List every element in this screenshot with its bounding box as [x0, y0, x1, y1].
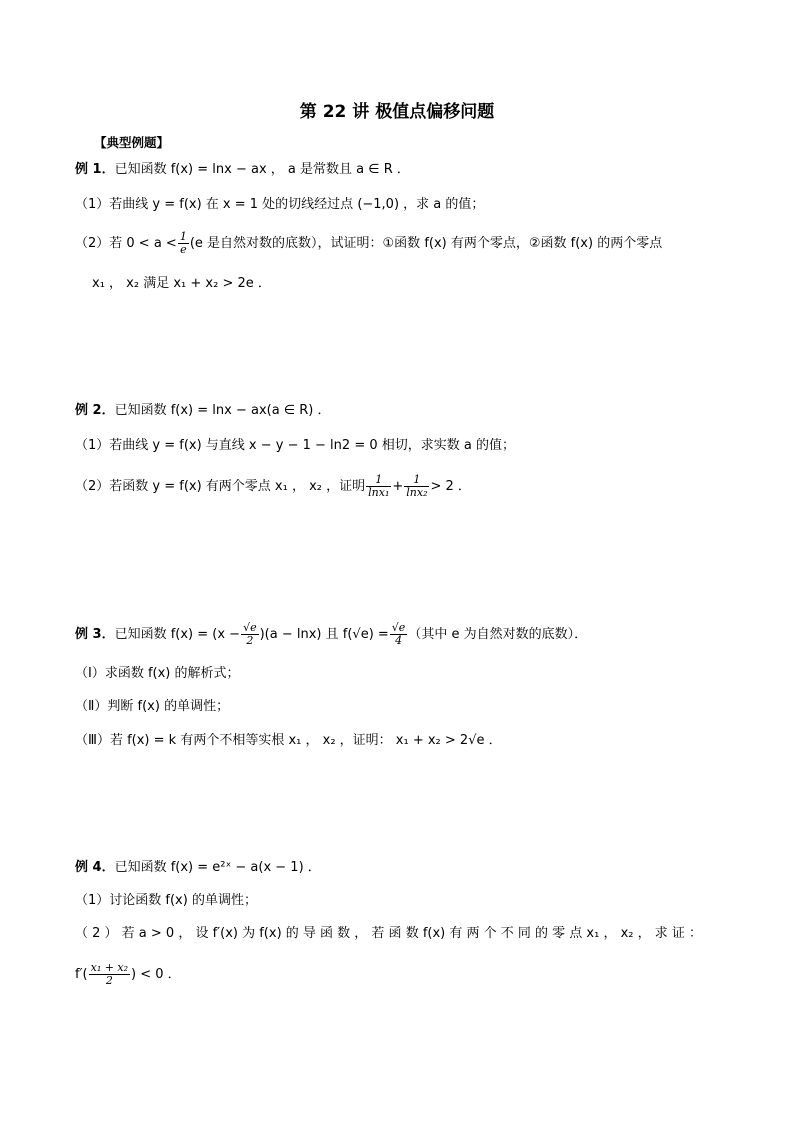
ex2-plus: +	[392, 479, 404, 494]
ex3-part3: （Ⅲ）若 f(x) = k 有两个不相等实根 x₁ ， x₂ ，证明： x₁ + x₂ > 2√e ．	[75, 733, 502, 748]
ex3-label: 例 3．	[75, 627, 115, 642]
ex1-line1	[75, 160, 410, 180]
ex4-conclusion-end: ) < 0 ．	[131, 967, 181, 982]
ex4-part2-cont	[75, 962, 181, 987]
ex3-line1	[75, 622, 587, 647]
ex2-label: 例 2．	[75, 403, 115, 418]
ex2-line1	[75, 401, 331, 421]
ex4-frac-den: 2	[105, 974, 113, 987]
ex4-fraction	[89, 962, 130, 987]
ex4-part1: （1）讨论函数 f(x) 的单调性；	[75, 893, 257, 908]
ex1-stem: 已知函数 f(x) = lnx − ax ， a 是常数且 a ∈ R ．	[114, 162, 410, 177]
ex1-part1: （1）若曲线 y = f(x) 在 x = 1 处的切线经过点 (−1,0) ，求 a 的值；	[75, 197, 485, 212]
ex2-f2-num: 1	[404, 474, 429, 487]
ex3-stem-a: 已知函数 f(x) = (x −	[114, 627, 241, 642]
ex1-frac-num: 1	[179, 230, 187, 243]
ex1-part2	[75, 231, 662, 256]
ex3-f2-num: √e	[391, 621, 406, 634]
ex3-stem-c: （其中 e 为自然对数的底数）．	[408, 627, 588, 642]
ex4-conclusion-start: f′(	[75, 967, 88, 982]
ex1-frac-den: e	[180, 243, 187, 256]
ex3-f2-den: 4	[395, 634, 403, 647]
ex4-line1	[75, 858, 321, 878]
ex4-label: 例 4．	[75, 860, 115, 875]
ex3-part2: （Ⅱ）判断 f(x) 的单调性；	[75, 699, 230, 714]
ex4-stem: 已知函数 f(x) = e²ˣ − a(x − 1) ．	[114, 860, 321, 875]
ex4-part2: （ 2 ） 若 a > 0 ， 设 f′(x) 为 f(x) 的 导 函 数 ， 若 函 数 f(x) 有 两 个 不 同 的 零 点 x₁ ， x₂ ， 求 证 ：	[75, 926, 703, 941]
ex2-part2-end: > 2 ．	[430, 479, 471, 494]
ex1-label: 例 1．	[75, 162, 115, 177]
ex2-part1: （1）若曲线 y = f(x) 与直线 x − y − 1 − ln2 = 0 相切，求实数 a 的值；	[75, 438, 515, 453]
ex2-f1-num: 1	[366, 474, 391, 487]
page-title: 第 22 讲 极值点偏移问题	[299, 102, 495, 122]
section-heading: 【典型例题】	[94, 135, 170, 150]
ex2-fraction-2	[404, 474, 429, 499]
ex2-f2-den: lnx₂	[406, 486, 428, 499]
ex1-part2-cont: x₁ ， x₂ 满足 x₁ + x₂ > 2e ．	[92, 276, 271, 291]
ex2-stem: 已知函数 f(x) = lnx − ax(a ∈ R) ．	[114, 403, 331, 418]
ex1-part2-end: (e 是自然对数的底数），试证明：①函数 f(x) 有两个零点，②函数 f(x) 的两个零点	[189, 236, 663, 251]
ex3-f1-den: 2	[246, 634, 254, 647]
ex1-part2-start: （2）若 0 < a <	[75, 236, 177, 251]
ex3-f1-num: √e	[243, 621, 257, 634]
ex3-stem-b: )(a − lnx) 且 f(√e) =	[259, 627, 389, 642]
ex3-fraction-1	[241, 622, 259, 647]
ex1-fraction	[178, 231, 189, 256]
ex2-part2-start: （2）若函数 y = f(x) 有两个零点 x₁ ， x₂ ，证明	[75, 479, 366, 494]
ex3-fraction-2	[390, 622, 408, 647]
ex4-frac-num: x₁ + x₂	[90, 961, 129, 974]
ex2-part2	[75, 474, 471, 499]
ex3-part1: （Ⅰ）求函数 f(x) 的解析式；	[75, 666, 240, 681]
ex2-f1-den: lnx₁	[368, 486, 390, 499]
ex2-fraction-1	[366, 474, 391, 499]
